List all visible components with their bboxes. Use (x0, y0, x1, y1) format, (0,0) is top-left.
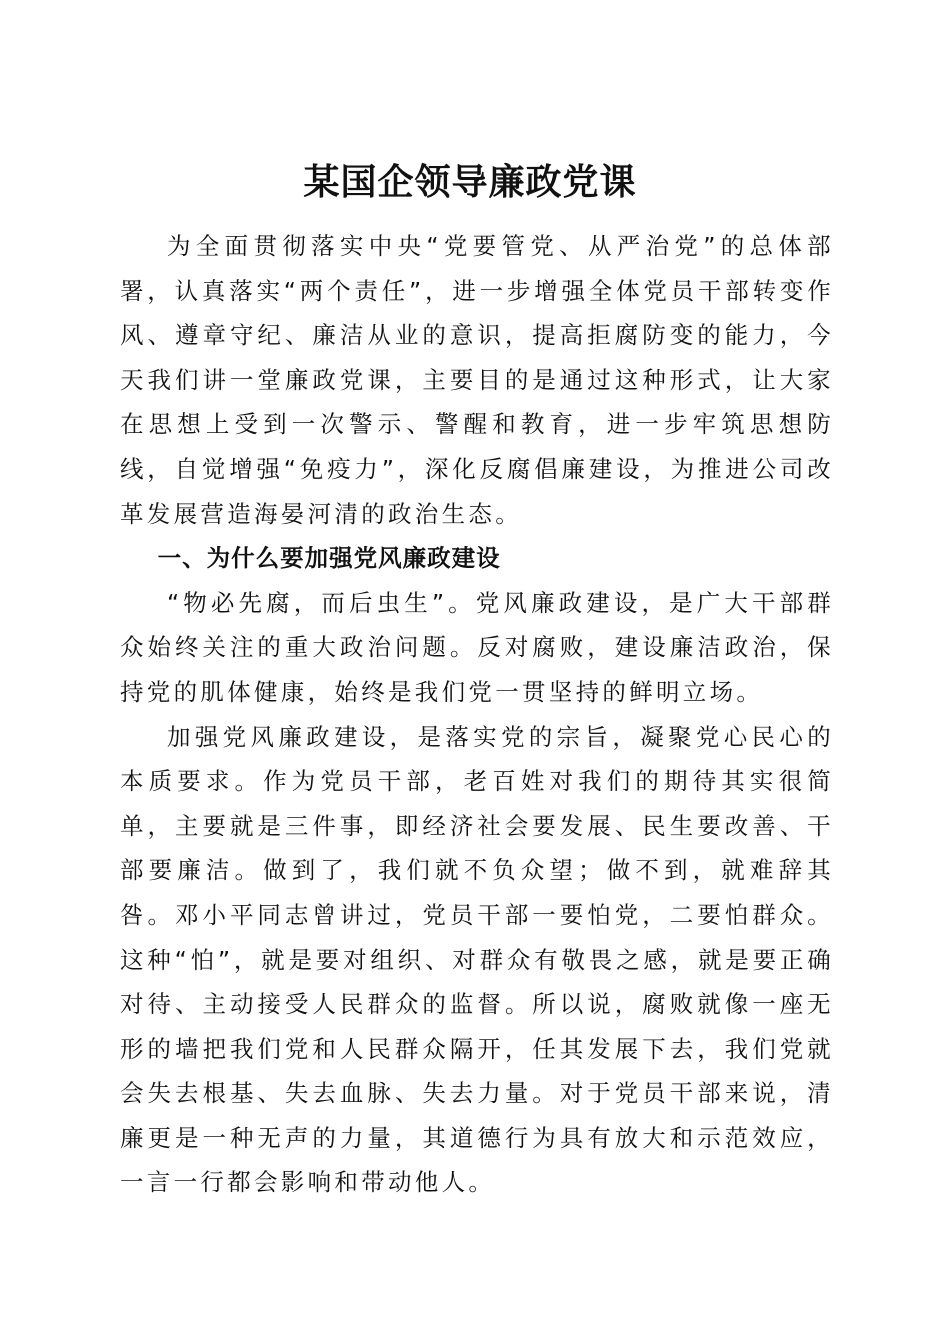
section-1-paragraph-2: 加强党风廉政建设，是落实党的宗旨，凝聚党心民心的本质要求。作为党员干部，老百姓对我们的期待其实很简单，主要就是三件事，即经济社会要发展、民生要改善、干部要廉洁。做到了，我们就不负众望；做不到，就难辞其咎。邓小平同志曾讲过，党员干部一要怕党，二要怕群众。这种“怕”，就是要对组织、对群众有敬畏之感，就是要正确对待、主动接受人民群众的监督。所以说，腐败就像一座无形的墙把我们党和人民群众隔开，任其发展下去，我们党就会失去根基、失去血脉、失去力量。对于党员干部来说，清廉更是一种无声的力量，其道德行为具有放大和示范效应，一言一行都会影响和带动他人。 (120, 722, 834, 1197)
section-1-paragraph-1: “物必先腐，而后虫生”。党风廉政建设，是广大干部群众始终关注的重大政治问题。反对腐败，建设廉洁政治，保持党的肌体健康，始终是我们党一贯坚持的鲜明立场。 (120, 588, 834, 706)
document-title: 某国企领导廉政党课 (303, 161, 637, 204)
section-heading-1: 一、为什么要加强党风廉政建设 (157, 544, 501, 573)
document-body (120, 224, 834, 1205)
intro-paragraph: 为全面贯彻落实中央“党要管党、从严治党”的总体部署，认真落实“两个责任”，进一步增强全体党员干部转变作风、遵章守纪、廉洁从业的意识，提高拒腐防变的能力，今天我们讲一堂廉政党课，主要目的是通过这种形式，让大家在思想上受到一次警示、警醒和教育，进一步牢筑思想防线，自觉增强“免疫力”，深化反腐倡廉建设，为推进公司改革发展营造海晏河清的政治生态。 (120, 232, 834, 528)
